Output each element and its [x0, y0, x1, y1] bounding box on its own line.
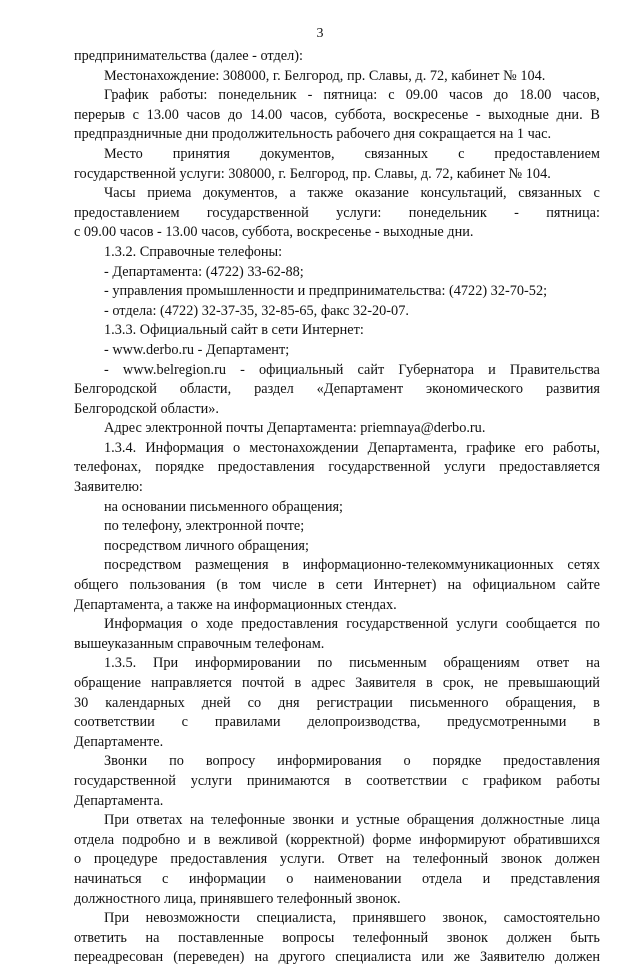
word: сайт: [357, 361, 385, 378]
word: должен: [506, 929, 552, 946]
word: -: [514, 204, 519, 221]
text-line: Департаменте.: [74, 733, 164, 750]
text-line: Адрес электронной почты Департамента: priemnaya@derbo.ru.: [104, 420, 486, 437]
word: в: [203, 831, 211, 848]
word: пятница:: [546, 204, 600, 221]
word: «Департамент: [316, 381, 404, 398]
word: официальном: [472, 577, 556, 594]
word: должностные: [481, 812, 564, 829]
text-line: [74, 654, 600, 674]
text-line: [74, 909, 600, 929]
text-line: [74, 380, 600, 400]
word: государственной: [346, 616, 449, 633]
word: регистрации: [316, 694, 393, 711]
word: связанных: [364, 145, 429, 162]
word: работы:: [159, 87, 208, 104]
word: При: [104, 910, 130, 927]
word: -: [104, 361, 109, 378]
text-line: на основании письменного обращения;: [104, 498, 344, 515]
word: ответить: [74, 929, 127, 946]
word: подробно: [122, 831, 181, 848]
word: принимаются: [246, 772, 330, 789]
word: по: [585, 616, 600, 633]
word: письменным: [349, 655, 427, 672]
word: а: [289, 185, 296, 202]
word: вопросу: [205, 753, 256, 770]
word: календарных: [105, 694, 185, 711]
word: представления: [510, 870, 600, 887]
word: обращения,: [505, 694, 577, 711]
word: о: [233, 439, 241, 456]
word: обратившихся: [513, 831, 600, 848]
text-line: [74, 439, 600, 459]
text-line: Департамента, а также на информационных стендах.: [74, 596, 397, 613]
word: документов,: [259, 145, 335, 162]
word: экономического: [426, 381, 524, 398]
word: в: [593, 714, 600, 731]
word: в: [344, 772, 352, 789]
word: сообщается: [505, 616, 577, 633]
word: лица: [571, 812, 600, 829]
text-line: [74, 556, 600, 576]
document-body: [74, 47, 600, 968]
text-line: [74, 615, 600, 635]
word: Заявителю: [479, 949, 545, 966]
word: дней: [201, 694, 231, 711]
word: предоставления: [241, 616, 339, 633]
text-line: [74, 929, 600, 949]
word: перерыв: [74, 106, 125, 123]
word: услуги: [190, 772, 233, 789]
word: письменного: [409, 694, 489, 711]
text-line: - www.derbo.ru - Департамент;: [104, 341, 290, 358]
word: понедельник: [218, 87, 297, 104]
word: информации: [188, 870, 266, 887]
word: Звонки: [104, 753, 148, 770]
word: на: [447, 577, 462, 594]
word: телефонные: [211, 812, 286, 829]
word: ответ: [536, 655, 570, 672]
word: (переведен): [173, 949, 245, 966]
word: специалиста: [335, 949, 412, 966]
word: о: [74, 851, 82, 868]
word: официальный: [259, 361, 344, 378]
word: звонок: [500, 851, 543, 868]
word: форме: [372, 831, 412, 848]
word: сетях: [567, 557, 600, 574]
word: со: [247, 694, 262, 711]
word: быть: [570, 929, 600, 946]
word: График: [104, 87, 149, 104]
word: выходные: [488, 106, 549, 123]
word: При: [153, 655, 179, 672]
word: ходе: [206, 616, 234, 633]
word: вежливой: [218, 831, 278, 848]
word: 1.3.5.: [104, 655, 137, 672]
text-line: [74, 694, 600, 714]
word: с: [162, 870, 169, 887]
word: Ответ: [337, 851, 374, 868]
word: и: [341, 812, 349, 829]
word: на: [585, 655, 600, 672]
word: самостоятельно: [503, 910, 600, 927]
word: отдела: [74, 831, 115, 848]
word: в: [593, 694, 600, 711]
word: или: [421, 949, 444, 966]
word: часов: [186, 106, 221, 123]
word: почтой: [241, 675, 285, 691]
text-line: [74, 870, 600, 890]
word: соответствии: [74, 714, 155, 731]
word: по: [169, 753, 184, 770]
text-line: [74, 772, 600, 792]
text-line: [74, 145, 600, 165]
word: адрес: [311, 675, 346, 691]
word: Департамента,: [367, 439, 458, 456]
word: дня: [278, 694, 300, 711]
word: звонки: [292, 812, 335, 829]
word: и: [482, 870, 491, 887]
word: государственной: [328, 459, 431, 476]
word: начинаться: [74, 870, 142, 887]
text-line: [74, 576, 600, 596]
word: Белгородской: [74, 381, 157, 398]
word: Правительства: [509, 361, 600, 378]
word: пятница:: [323, 87, 378, 104]
word: предусмотренными: [447, 714, 567, 731]
word: графике: [466, 439, 516, 456]
word: порядке: [155, 459, 204, 476]
text-line: [74, 811, 600, 831]
word: При: [104, 812, 130, 829]
word: должен: [554, 851, 600, 868]
word: 09.00: [405, 87, 438, 104]
word: пользования: [129, 577, 206, 594]
word: Часы: [104, 185, 136, 202]
text-line: Департамента.: [74, 792, 164, 809]
word: Губернатора: [398, 361, 475, 378]
word: в: [282, 557, 290, 574]
word: суббота,: [334, 106, 386, 123]
word: до: [493, 87, 509, 104]
word: же: [453, 949, 470, 966]
word: услуги.: [279, 851, 325, 868]
word: с: [461, 772, 469, 789]
word: информируют: [419, 831, 506, 848]
word: телефонный: [352, 929, 429, 946]
word: обращениям: [443, 655, 520, 672]
word: Место: [104, 145, 143, 162]
word: с: [458, 145, 465, 162]
word: связанных: [518, 185, 582, 202]
word: посредством: [104, 557, 182, 574]
word: (корректной): [285, 831, 365, 848]
word: с: [132, 106, 140, 123]
word: звонок,: [442, 910, 488, 927]
text-line: Местонахождение: 308000, г. Белгород, пр. Славы, д. 72, кабинет № 104.: [104, 67, 546, 84]
word: принявшего: [352, 910, 426, 927]
word: 30: [74, 694, 89, 711]
word: с: [593, 185, 600, 202]
text-line: - отдела: (4722) 32-37-35, 32-85-65, факс 32-20-07.: [104, 302, 409, 319]
text-line: [74, 948, 600, 968]
word: и: [488, 361, 496, 378]
word: оказание: [354, 185, 409, 202]
text-line: [74, 674, 600, 694]
word: на: [386, 851, 401, 868]
text-line: [74, 86, 600, 106]
word: работы: [556, 772, 600, 789]
word: числе: [272, 577, 307, 594]
word: -: [307, 87, 313, 104]
word: переадресован: [74, 949, 164, 966]
word: часов,: [289, 106, 328, 123]
word: с: [181, 714, 188, 731]
text-line: 1.3.2. Справочные телефоны:: [104, 243, 283, 260]
word: часов,: [562, 87, 600, 104]
text-line: должностного лица, принявшего телефонный звонок.: [74, 890, 401, 907]
word: ответах: [136, 812, 183, 829]
word: до: [227, 106, 243, 123]
text-line: [74, 361, 600, 381]
text-line: Белгородской области».: [74, 400, 219, 417]
word: Информация: [145, 439, 224, 456]
word: сети: [335, 577, 363, 594]
text-line: [74, 204, 600, 224]
word: наименовании: [313, 870, 402, 887]
word: В: [590, 106, 600, 123]
word: раздел: [254, 381, 294, 398]
text-line: по телефону, электронной почте;: [104, 518, 305, 535]
word: предоставлением: [494, 145, 600, 162]
word: другого: [278, 949, 326, 966]
word: приема: [147, 185, 192, 202]
word: предоставления: [217, 459, 315, 476]
word: услуги: [444, 459, 486, 476]
word: общего: [74, 577, 119, 594]
word: также: [307, 185, 344, 202]
word: -: [240, 361, 245, 378]
word: услуги: [456, 616, 498, 633]
word: воскресенье: [393, 106, 469, 123]
word: обращение: [74, 675, 141, 691]
text-line: [74, 752, 600, 772]
text-line: предпраздничные дни продолжительность рабочего дня сокращается на 1 час.: [74, 126, 552, 143]
word: местонахождении: [249, 439, 359, 456]
word: 1.3.4.: [104, 439, 137, 456]
word: о: [286, 870, 294, 887]
word: с: [388, 87, 395, 104]
word: государственной: [206, 204, 309, 221]
word: соответствии: [366, 772, 448, 789]
word: поставленные: [178, 929, 264, 946]
word: его: [524, 439, 544, 456]
word: понедельник: [408, 204, 487, 221]
word: Информация: [104, 616, 183, 633]
word: принятия: [172, 145, 230, 162]
word: отдела: [421, 870, 463, 887]
word: области,: [179, 381, 232, 398]
text-line: [74, 106, 600, 126]
text-line: предпринимательства (далее - отдел):: [74, 48, 303, 64]
text-line: [74, 458, 600, 478]
text-line: - управления промышленности и предпринимательства: (4722) 32-70-52;: [104, 283, 548, 300]
word: в: [317, 577, 325, 594]
text-line: с 09.00 часов - 13.00 часов, суббота, воскресенье - выходные дни.: [74, 224, 474, 241]
word: информировании: [195, 655, 301, 672]
word: срок,: [442, 675, 474, 691]
word: о: [403, 753, 411, 770]
word: Заявителя: [355, 675, 416, 691]
text-line: посредством личного обращения;: [104, 537, 309, 554]
text-line: [74, 831, 600, 851]
text-line: - Департамента: (4722) 33-62-88;: [104, 263, 304, 280]
word: предоставлением: [74, 204, 180, 221]
word: www.belregion.ru: [122, 361, 226, 378]
word: обращения: [406, 812, 475, 829]
word: превышающий: [508, 675, 600, 691]
text-line: 1.3.3. Официальный сайт в сети Интернет:: [104, 322, 364, 339]
word: информирования: [277, 753, 382, 770]
word: государственной: [74, 772, 176, 789]
word: Интернет): [373, 577, 437, 594]
word: 14.00: [250, 106, 283, 123]
text-line: государственной услуги: 308000, г. Белгород, пр. Славы, д. 72, кабинет № 104.: [74, 165, 551, 182]
word: на: [254, 949, 269, 966]
text-line: Заявителю:: [74, 479, 143, 496]
word: работы,: [552, 439, 600, 456]
word: предоставления: [503, 753, 600, 770]
word: в: [294, 675, 302, 691]
word: делопроизводства,: [307, 714, 421, 731]
word: часов: [448, 87, 483, 104]
page-number: 3: [316, 26, 324, 41]
word: том: [239, 577, 262, 594]
word: на: [145, 929, 160, 946]
word: порядке: [432, 753, 482, 770]
word: предоставления: [170, 851, 268, 868]
word: 18.00: [519, 87, 552, 104]
word: в: [426, 675, 433, 691]
word: устные: [356, 812, 400, 829]
word: о: [190, 616, 198, 633]
text-line: вышеуказанным справочным телефонам.: [74, 635, 325, 652]
word: должен: [554, 949, 600, 966]
text-line: [74, 850, 600, 870]
word: развития: [545, 381, 600, 398]
word: направляется: [150, 675, 232, 691]
word: документов,: [203, 185, 278, 202]
word: звонок: [446, 929, 489, 946]
word: дни.: [556, 106, 583, 123]
word: информационно-телекоммуникационных: [302, 557, 554, 574]
word: (в: [216, 577, 228, 594]
word: 13.00: [146, 106, 179, 123]
word: услуги:: [336, 204, 382, 221]
word: процедуре: [93, 851, 158, 868]
word: невозможности: [145, 910, 240, 927]
word: правилами: [214, 714, 281, 731]
text-line: [74, 713, 600, 733]
word: вопросы: [282, 929, 335, 946]
word: специалиста,: [256, 910, 337, 927]
word: и: [188, 831, 196, 848]
word: размещения: [194, 557, 269, 574]
word: консультаций,: [420, 185, 507, 202]
word: по: [317, 655, 333, 672]
word: сайте: [566, 577, 600, 594]
text-line: [74, 184, 600, 204]
word: телефонный: [412, 851, 489, 868]
word: на: [189, 812, 204, 829]
word: не: [484, 675, 499, 691]
word: -: [475, 106, 481, 123]
word: графиком: [483, 772, 542, 789]
word: телефонах,: [74, 459, 142, 476]
word: предоставляется: [499, 459, 600, 476]
